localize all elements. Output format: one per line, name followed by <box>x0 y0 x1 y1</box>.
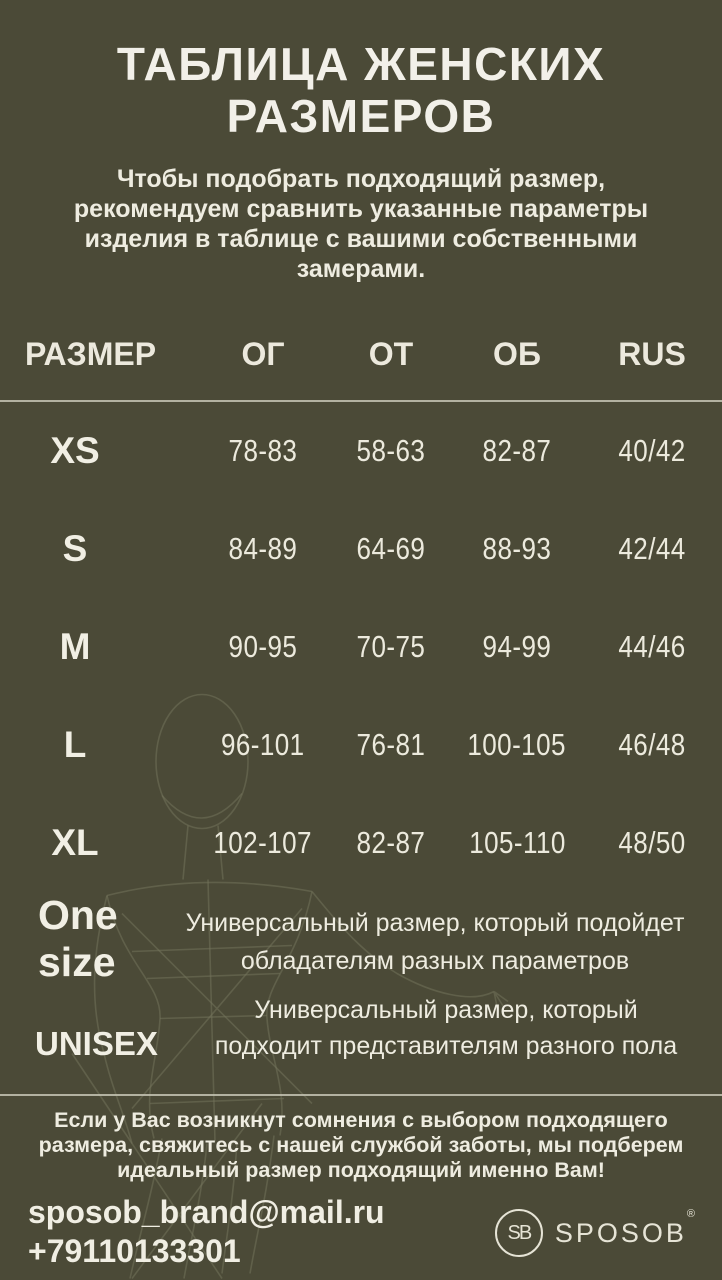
og-value: 78-83 <box>228 433 298 468</box>
intro-line: Чтобы подобрать подходящий размер, <box>116 165 606 193</box>
column-header-rus: RUS <box>618 336 686 372</box>
og-value: 102-107 <box>213 825 313 860</box>
rus-value: 40/42 <box>618 433 686 468</box>
footer-note-line: размера, свяжитесь с нашей службой заботы, мы подберем <box>38 1133 684 1157</box>
og-value: 96-101 <box>221 727 305 762</box>
brand-monogram-icon: SB <box>495 1209 543 1257</box>
ot-value: 70-75 <box>356 629 426 664</box>
unisex-line: подходит представителям разного пола <box>214 1032 678 1060</box>
unisex-row <box>0 992 722 1064</box>
header-divider <box>0 400 722 402</box>
contact-info <box>28 1193 385 1271</box>
intro-line: изделия в таблице с вашими собственными <box>84 225 638 253</box>
page-title-line2: РАЗМЕРОВ <box>226 90 496 142</box>
column-header-ob: ОБ <box>493 336 541 372</box>
ot-value: 76-81 <box>356 727 426 762</box>
page-title-line1: ТАБЛИЦА ЖЕНСКИХ <box>116 38 606 90</box>
size-label: L <box>63 724 87 765</box>
one-size-label: One size <box>38 892 118 985</box>
unisex-description <box>180 992 712 1064</box>
rus-value: 44/46 <box>618 629 686 664</box>
brand-logo <box>495 1209 698 1271</box>
table-row <box>0 794 722 892</box>
rus-value: 48/50 <box>618 825 686 860</box>
table-row <box>0 696 722 794</box>
unisex-line: Универсальный размер, который <box>254 996 638 1024</box>
footer-note-line: идеальный размер подходящий именно Вам! <box>117 1158 605 1182</box>
one-size-description <box>168 892 702 986</box>
page-title <box>0 38 722 142</box>
one-size-line: обладателям разных параметров <box>240 947 630 975</box>
contacts-bar <box>0 1193 722 1271</box>
table-row <box>0 598 722 696</box>
ot-value: 58-63 <box>356 433 426 468</box>
registered-mark: ® <box>686 1207 698 1220</box>
content <box>0 38 722 1271</box>
contact-email: sposob_brand@mail.ru <box>28 1194 385 1230</box>
intro-line: замерами. <box>296 255 426 283</box>
intro-line: рекомендуем сравнить указанные параметры <box>73 195 649 223</box>
footer-note <box>0 1108 722 1183</box>
intro-text <box>0 164 722 284</box>
ob-value: 94-99 <box>482 629 552 664</box>
ob-value: 100-105 <box>467 727 567 762</box>
table-header-row <box>0 330 722 378</box>
table-row <box>0 500 722 598</box>
column-header-og: ОГ <box>241 336 285 372</box>
table-row <box>0 402 722 500</box>
size-label: XL <box>51 822 99 863</box>
size-label: M <box>59 626 91 667</box>
og-value: 90-95 <box>228 629 298 664</box>
contact-phone: +79110133301 <box>28 1233 241 1269</box>
og-value: 84-89 <box>228 531 298 566</box>
footer-divider <box>0 1094 722 1096</box>
ob-value: 82-87 <box>482 433 552 468</box>
ob-value: 88-93 <box>482 531 552 566</box>
rus-value: 46/48 <box>618 727 686 762</box>
column-header-size: РАЗМЕР <box>25 336 157 372</box>
one-size-row <box>0 892 722 986</box>
brand-name: SPOSOB® <box>554 1207 698 1248</box>
ob-value: 105-110 <box>468 825 566 860</box>
size-label: XS <box>50 430 100 471</box>
column-header-ot: ОТ <box>368 336 414 372</box>
rus-value: 42/44 <box>618 531 686 566</box>
one-size-line: Универсальный размер, который подойдет <box>185 909 685 937</box>
ot-value: 64-69 <box>356 531 426 566</box>
size-label: S <box>62 528 88 569</box>
unisex-label: UNISEX <box>35 1025 158 1062</box>
footer-note-line: Если у Вас возникнут сомнения с выбором подходящего <box>54 1108 668 1132</box>
ot-value: 82-87 <box>356 825 426 860</box>
